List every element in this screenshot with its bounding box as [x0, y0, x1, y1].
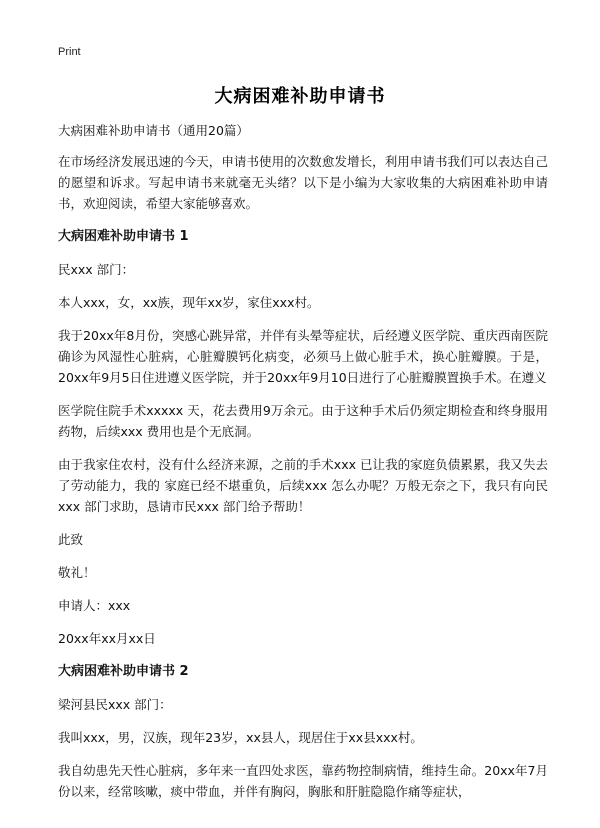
document-title: 大病困难补助申请书	[214, 86, 386, 107]
salutation: 民xxx 部门：	[58, 262, 135, 277]
print-label: Print	[58, 46, 81, 58]
paragraph: 本人xxx，女，xx族，现年xx岁，家住xxx村。	[58, 295, 320, 310]
closing-line: 此致	[58, 532, 84, 547]
salutation: 梁河县民xxx 部门：	[58, 697, 172, 712]
date-line: 20xx年xx月xx日	[58, 631, 156, 646]
paragraph: 我于20xx年8月份，突感心跳异常，并伴有头晕等症状，后经遵义医学院、重庆西南医院确诊为风湿性心脏病，心脏瓣膜钙化病变，必须马上做心脏手术，换心脏瓣膜。于是，20xx年9月5日住进遵义医学院，并于20xx年9月10日进行了心脏瓣膜置换手术。在遵义	[58, 328, 548, 385]
applicant-line: 申请人：xxx	[58, 598, 131, 613]
closing-line: 敬礼！	[58, 565, 96, 580]
paragraph: 我自幼患先天性心脏病，多年来一直四处求医，靠药物控制病情，维持生命。20xx年7月份以来，经常咳嗽，痰中带血，并伴有胸闷，胸胀和肝脏隐隐作痛等症状，	[58, 763, 548, 799]
paragraph: 由于我家住农村，没有什么经济来源，之前的手术xxx 已让我的家庭负债累累，我又失去了劳动能力，我的 家庭已经不堪重负，后续xxx 怎么办呢？万般无奈之下，我只有向民xxx 部门求助，恳请市民xxx 部门给予帮助！	[58, 457, 548, 514]
paragraph: 医学院住院手术xxxxx 天，花去费用9万余元。由于这种手术后仍须定期检查和终身服用药物，后续xxx 费用也是个无底洞。	[58, 403, 548, 439]
section-heading-1: 大病困难补助申请书 1	[58, 229, 189, 244]
section-heading-2: 大病困难补助申请书 2	[58, 664, 189, 679]
document-subtitle: 大病困难补助申请书（通用20篇）	[58, 123, 249, 138]
paragraph: 我叫xxx，男，汉族，现年23岁，xx县人，现居住于xx县xxx村。	[58, 730, 423, 745]
intro-paragraph: 在市场经济发展迅速的今天，申请书使用的次数愈发增长，利用申请书我们可以表达自己的愿望和诉求。写起申请书来就毫无头绪？以下是小编为大家收集的大病困难补助申请书，欢迎阅读，希望大家能够喜欢。	[58, 154, 548, 211]
document-body	[58, 120, 548, 814]
